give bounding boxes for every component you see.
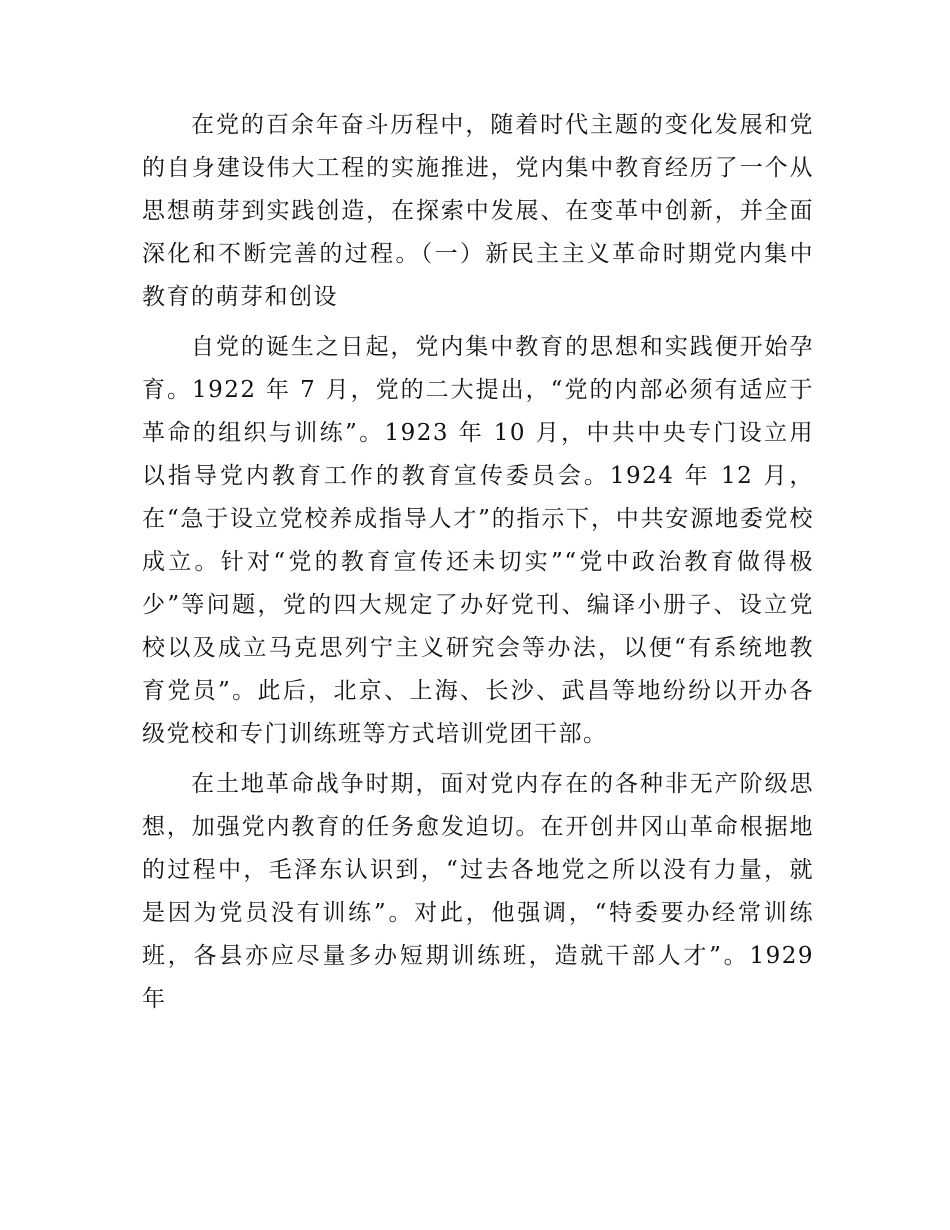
paragraph-1: 在党的百余年奋斗历程中，随着时代主题的变化发展和党的自身建设伟大工程的实施推进，党内集中教育经历了一个从思想萌芽到实践创造，在探索中发展、在变革中创新，并全面深化和不断完善的过程。（一）新民主主义革命时期党内集中教育的萌芽和创设: [142, 112, 814, 310]
paragraph-3: 在土地革命战争时期，面对党内存在的各种非无产阶级思想，加强党内教育的任务愈发迫切。在开创井冈山革命根据地的过程中，毛泽东认识到，“过去各地党之所以没有力量，就是因为党员没有训练”。对此，他强调，“特委要办经常训练班，各县亦应尽量多办短期训练班，造就干部人才”。1929 年: [142, 771, 814, 1012]
paragraph-2: 自党的诞生之日起，党内集中教育的思想和实践便开始孕育。1922 年 7 月，党的二大提出，“党的内部必须有适应于革命的组织与训练”。1923 年 10 月，中共中央专门设立用以指导党内教育工作的教育宣传委员会。1924 年 12 月，在“急于设立党校养成指导人才”的指示下，中共安源地委党校成立。针对“党的教育宣传还未切实”“党中政治教育做得极少”等问题，党的四大规定了办好党刊、编译小册子、设立党校以及成立马克思列宁主义研究会等办法，以便“有系统地教育党员”。此后，北京、上海、长沙、武昌等地纷纷以开办各级党校和专门训练班等方式培训党团干部。: [142, 334, 814, 747]
document-body: [142, 104, 814, 1028]
